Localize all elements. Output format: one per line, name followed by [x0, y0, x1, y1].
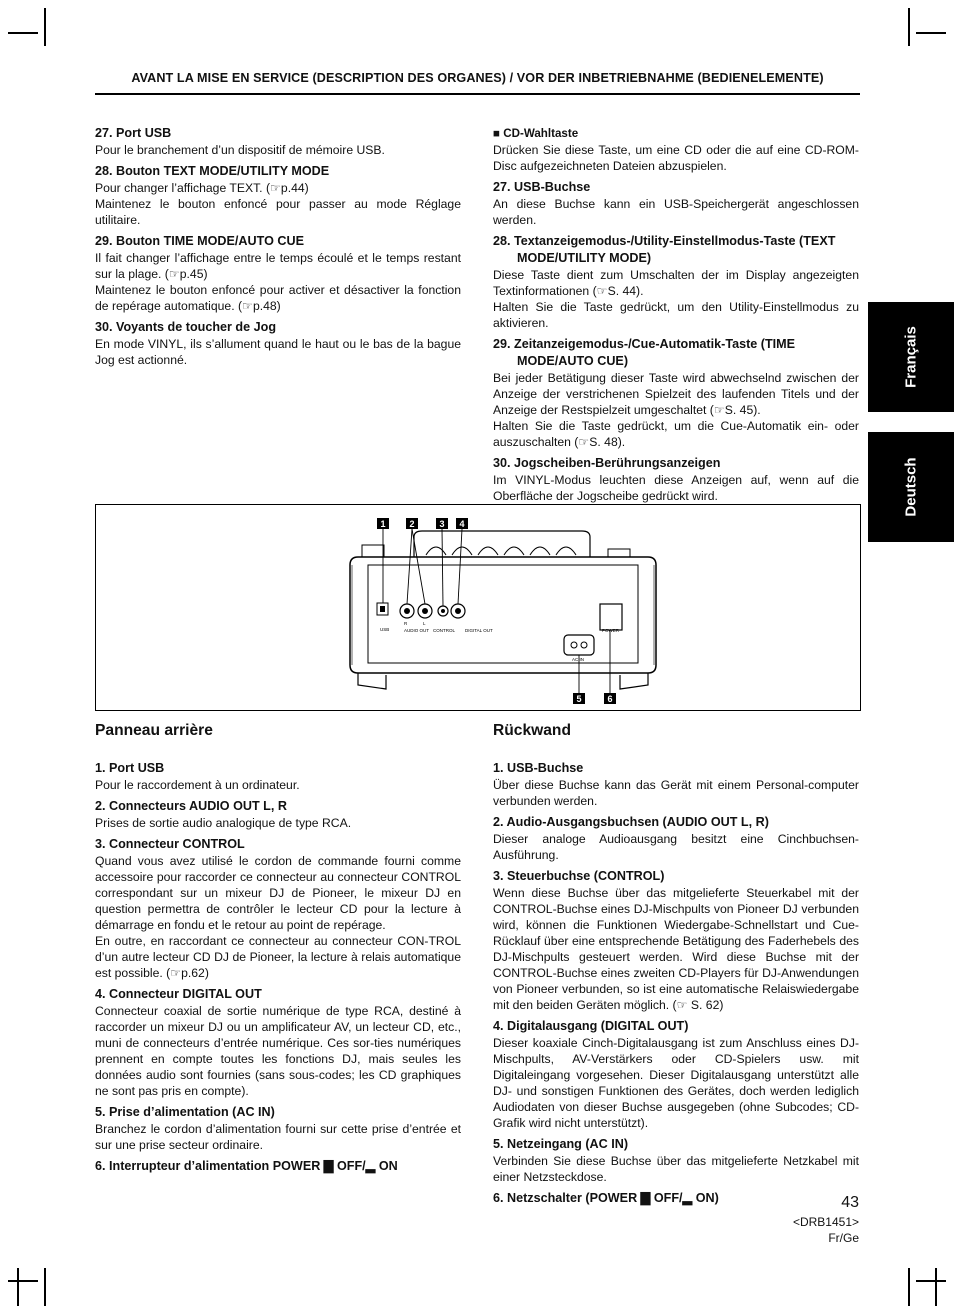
section-title: Rückwand: [493, 722, 571, 739]
callout-6: 6: [607, 694, 613, 704]
section-body: Wenn diese Buchse über das mitgelieferte Steuerkabel mit der CONTROL-Buchse eines DJ-Mischpults von Pioneer DJ verbunden wird, können die Funktionen Wiedergabe-Schnellstart und Cue-Rücklauf über eine entsprechende Betätigung des Faderhebels des DJ-Mischpults gesteuert werden. Wird diese Buchse mit der CONTROL-Buchse eines zweiten CD-Players für DJ-Anwendungen von Pioneer verbunden, so ist eine automatische Relaiswiedergabe mit den beiden Geräten möglich. (☞ S. 62): [493, 886, 859, 1012]
bottom-section-fr: [95, 722, 461, 1175]
crop-mark: [8, 1280, 38, 1282]
crop-mark: [916, 32, 946, 34]
callout-5: 5: [576, 694, 582, 704]
section-body: An diese Buchse kann ein USB-Speichergerät angeschlossen werden.: [493, 197, 859, 227]
digital-out-label: DIGITAL OUT: [465, 628, 493, 633]
crop-mark: [908, 1268, 910, 1306]
section-heading: 27. USB-Buchse: [493, 180, 591, 194]
section-heading: 30. Voyants de toucher de Jog: [95, 320, 277, 334]
header-rule: [95, 93, 860, 95]
top-section-de: [493, 125, 859, 504]
r-label: R: [404, 621, 408, 626]
page-number: 43: [841, 1194, 859, 1211]
callout-3: 3: [439, 519, 445, 529]
bottom-section-de: [493, 722, 859, 1207]
section-body: Bei jeder Betätigung dieser Taste wird abwechselnd zwischen der Anzeige der verstrichenen Spielzeit des laufenden Titels und der Anzeige der Restspielzeit umgeschaltet (☞S. 45). Halten Sie die Taste gedrückt, um die Cue-Automatik ein- oder auszuschalten (☞S. 48).: [493, 371, 859, 449]
lang-code: Fr/Ge: [828, 1231, 859, 1245]
crop-mark: [8, 32, 38, 34]
section-heading: 29. Bouton TIME MODE/AUTO CUE: [95, 234, 304, 248]
doc-code-number: <DRB1451>: [792, 1215, 859, 1229]
top-section-fr: [95, 125, 461, 368]
section-body: Dieser koaxiale Cinch-Digitalausgang ist zum Anschluss eines DJ-Mischpults, AV-Verstärkers oder CD-Spielers usw. mit Digitaleingang vorgesehen. Dieser Digitalausgang unterstützt alle DJ- und sonstigen Funktionen des Gerätes, doch werden lediglich Audiodaten von dieser Buchse ausgegeben (ohne Subcodes; CD-Grafik wird nicht unterstützt).: [493, 1036, 859, 1130]
rear-panel-illustration: [96, 505, 860, 710]
callout-1: 1: [380, 519, 386, 529]
section-body: Branchez le cordon d’alimentation fourni sur cette prise d’entrée et sur une prise secteur ordinaire.: [95, 1122, 461, 1152]
section-heading: 3. Steuerbuchse (CONTROL): [493, 869, 665, 883]
power-label: POWER: [602, 628, 620, 633]
section-body: Il fait changer l’affichage entre le temps écoulé et le temps restant sur la plage. (☞p.45) Maintenez le bouton enfoncé pour activer et désactiver la fonction de repérage automatique. (☞p.48): [95, 251, 461, 313]
page-header: AVANT LA MISE EN SERVICE (DESCRIPTION DES ORGANES) / VOR DER INBETRIEBNAHME (BEDIENELEMENTE): [131, 71, 824, 85]
crop-mark: [44, 8, 46, 46]
tab-francais-label: Français: [902, 326, 920, 388]
section-heading: 2. Audio-Ausgangsbuchsen (AUDIO OUT L, R): [493, 815, 769, 829]
section-heading: 1. USB-Buchse: [493, 761, 584, 775]
section-heading: 1. Port USB: [95, 761, 165, 775]
section-body: Im VINYL-Modus leuchten diese Anzeigen auf, wenn auf die Oberfläche der Jogscheibe gedrückt wird.: [493, 473, 859, 503]
audio-out-label: AUDIO OUT: [404, 628, 430, 633]
section-body: Pour le branchement d’un dispositif de mémoire USB.: [95, 143, 385, 157]
tab-francais: [868, 302, 954, 412]
section-body: Verbinden Sie diese Buchse über das mitgelieferte Netzkabel mit einer Netzsteckdose.: [493, 1154, 859, 1184]
section-heading: 27. Port USB: [95, 126, 172, 140]
tab-deutsch-label: Deutsch: [902, 457, 920, 517]
rear-panel-figure: [95, 504, 861, 711]
section-heading: 5. Prise d’alimentation (AC IN): [95, 1105, 275, 1119]
crop-mark: [916, 1280, 946, 1282]
crop-mark: [44, 1268, 46, 1306]
crop-mark: [908, 8, 910, 46]
section-body: Dieser analoge Audioausgang besitzt eine Cinchbuchsen-Ausführung.: [493, 832, 859, 862]
section-body: Connecteur coaxial de sortie numérique de type RCA, destiné à raccorder un mixeur DJ ou un amplificateur AV, un lecteur CD, etc., muni de connecteurs d’entrée numérique. Ces sor-ties numériques prennent en compte toutes les fonctions DJ, mais seules les données audio sont fournies (sans sous-codes; les CD graphiques ne sont pas pris en compte).: [95, 1004, 461, 1098]
section-heading: 4. Connecteur DIGITAL OUT: [95, 987, 262, 1001]
section-body: Pour changer l’affichage TEXT. (☞p.44) Maintenez le bouton enfoncé pour passer au mode Réglage utilitaire.: [95, 181, 461, 227]
section-heading: 6. Netzschalter (POWER ▇ OFF/▂ ON): [493, 1191, 719, 1205]
section-heading: 4. Digitalausgang (DIGITAL OUT): [493, 1019, 689, 1033]
section-heading: 30. Jogscheiben-Berührungsanzeigen: [493, 456, 721, 470]
callout-2: 2: [409, 519, 415, 529]
ac-in-label: AC IN: [572, 657, 585, 662]
section-heading: 6. Interrupteur d’alimentation POWER ▇ OFF/▂ ON: [95, 1159, 398, 1173]
section-body: En mode VINYL, ils s’allument quand le haut ou le bas de la bague Jog est actionné.: [95, 337, 461, 367]
section-body: Diese Taste dient zum Umschalten der im Display angezeigten Textinformationen (☞S. 44). Halten Sie die Taste gedrückt, um den Utility-Einstellmodus zu aktivieren.: [493, 268, 859, 330]
section-heading: 28. Textanzeigemodus-/Utility-Einstellmodus-Taste (TEXT MODE/UTILITY MODE): [493, 234, 836, 265]
section-body: Prises de sortie audio analogique de type RCA.: [95, 816, 352, 830]
crop-mark: [935, 1268, 937, 1306]
section-heading: 5. Netzeingang (AC IN): [493, 1137, 629, 1151]
crop-mark: [17, 1268, 19, 1306]
usb-label: USB: [380, 627, 390, 632]
section-heading: 3. Connecteur CONTROL: [95, 837, 245, 851]
section-heading: ■ CD-Wahltaste: [493, 127, 579, 140]
section-heading: 2. Connecteurs AUDIO OUT L, R: [95, 799, 287, 813]
tab-deutsch: [868, 432, 954, 542]
section-title: Panneau arrière: [95, 722, 213, 739]
section-heading: 28. Bouton TEXT MODE/UTILITY MODE: [95, 164, 330, 178]
control-label: CONTROL: [433, 628, 456, 633]
section-body: Pour le raccordement à un ordinateur.: [95, 778, 300, 792]
section-body: Über diese Buchse kann das Gerät mit einem Personal-computer verbunden werden.: [493, 778, 859, 808]
callout-4: 4: [459, 519, 465, 529]
doc-code: [793, 1214, 859, 1246]
section-body: Drücken Sie diese Taste, um eine CD oder die auf eine CD-ROM-Disc aufgezeichneten Dateien abzuspielen.: [493, 143, 859, 173]
section-body: Quand vous avez utilisé le cordon de commande fourni comme accessoire pour raccorder ce connecteur au connecteur CONTROL correspondant sur un mixeur DJ de Pioneer, le mixeur DJ en question permettra de contrôler le lecteur CD pour la lecture à démarrage en fondu et le retour au point de repérage. En outre, en raccordant ce connecteur au connecteur CON-TROL d’un autre lecteur CD DJ de Pioneer, la lecture à relais automatique est possible. (☞p.62): [95, 854, 461, 980]
l-label: L: [423, 621, 426, 626]
section-heading: 29. Zeitanzeigemodus-/Cue-Automatik-Taste (TIME MODE/AUTO CUE): [493, 337, 796, 368]
